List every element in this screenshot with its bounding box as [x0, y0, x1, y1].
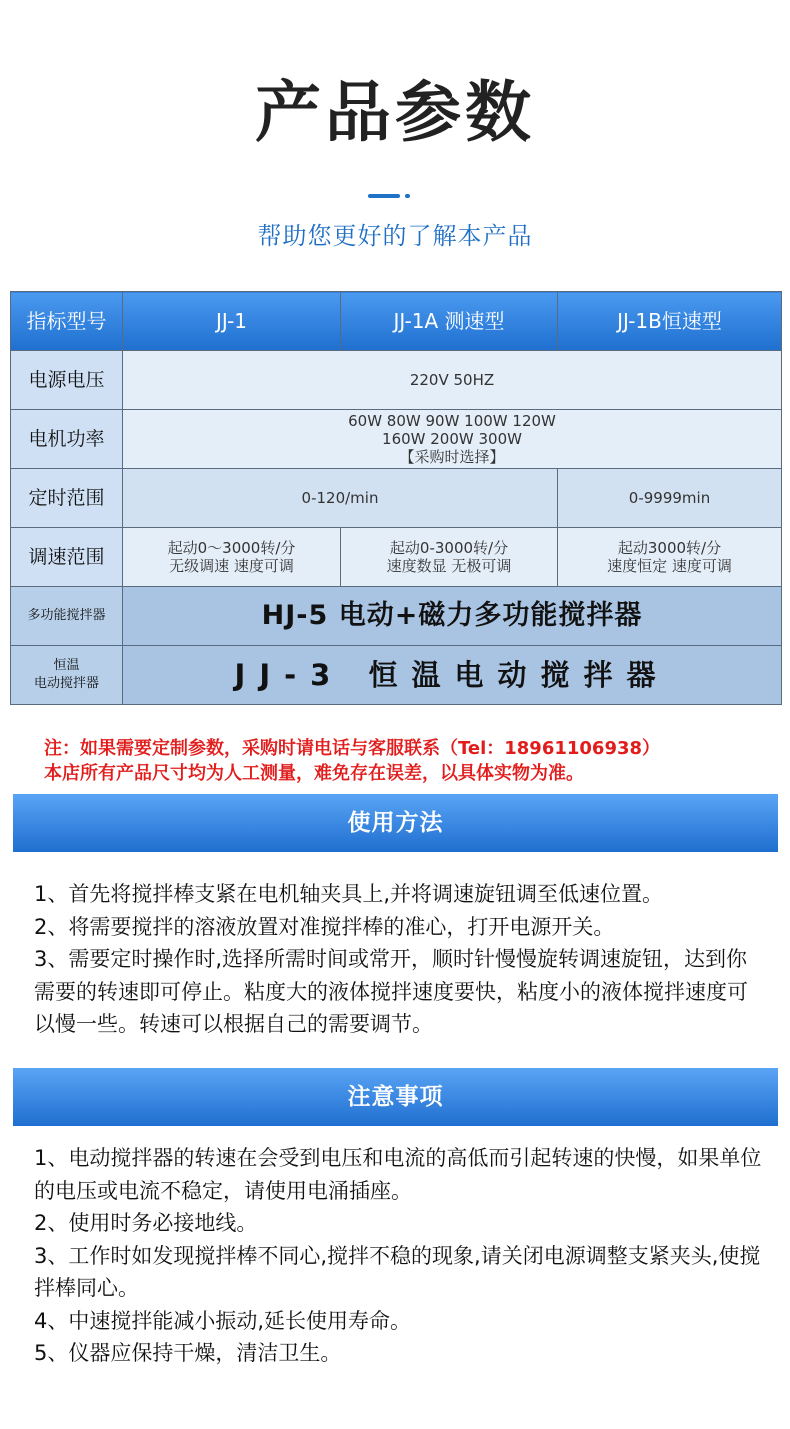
header-cell-model: 指标型号 [11, 292, 123, 351]
row-label-thermostat [11, 646, 123, 705]
header-cell-jj1a: JJ-1A 测速型 [341, 292, 558, 351]
caution-section-header: 注意事项 [13, 1068, 778, 1126]
thermostat-label-line1: 恒温 [53, 658, 80, 673]
caution-list [34, 1142, 764, 1370]
thermostat-value: JJ-3 恒温电动搅拌器 [123, 646, 782, 705]
usage-instructions [34, 878, 764, 1041]
note-line1: 注：如果需要定制参数，采购时请电话与客服联系（Tel：18961106938） [44, 738, 661, 759]
row-label-motor-power: 电机功率 [11, 410, 123, 469]
table-header-row [11, 292, 782, 351]
motor-power-line2: 160W 200W 300W [382, 430, 522, 448]
page-title: 产品参数 [255, 74, 535, 151]
header-cell-jj1b: JJ-1B恒速型 [558, 292, 782, 351]
motor-power-line3: 【采购时选择】 [399, 448, 505, 466]
row-label-multi-function: 多功能搅拌器 [11, 587, 123, 646]
motor-power-value [123, 410, 782, 469]
speed-jj1b-line1: 起动3000转/分 [617, 539, 722, 557]
divider-bar [368, 194, 400, 198]
speed-value-jj1b [558, 528, 782, 587]
usage-step-3: 3、需要定时操作时,选择所需时间或常开，顺时针慢慢旋转调速旋钮，达到你需要的转速即可停止。粘度大的液体搅拌速度要快，粘度小的液体搅拌速度可以慢一些。转速可以根据自己的需要调节。 [34, 947, 748, 1036]
usage-section-header: 使用方法 [13, 794, 778, 852]
custom-note [44, 736, 774, 786]
speed-jj1a-line1: 起动0-3000转/分 [389, 539, 509, 557]
caution-item-5: 5、仪器应保持干燥，清洁卫生。 [34, 1341, 342, 1365]
timer-value-jj1b: 0-9999min [558, 469, 782, 528]
multi-function-value: HJ-5 电动+磁力多功能搅拌器 [123, 587, 782, 646]
speed-jj1b-line2: 速度恒定 速度可调 [607, 557, 732, 575]
row-label-voltage: 电源电压 [11, 351, 123, 410]
row-label-timer: 定时范围 [11, 469, 123, 528]
speed-jj1-line1: 起动0～3000转/分 [167, 539, 296, 557]
caution-item-4: 4、中速搅拌能减小振动,延长使用寿命。 [34, 1308, 412, 1333]
timer-value-jj1: 0-120/min [123, 469, 558, 528]
speed-jj1-line2: 无级调速 速度可调 [169, 557, 294, 575]
speed-value-jj1 [123, 528, 341, 587]
page-subtitle: 帮助您更好的了解本产品 [257, 222, 533, 250]
spec-table [10, 291, 782, 705]
table-row [11, 410, 782, 469]
usage-step-1: 1、首先将搅拌棒支紧在电机轴夹具上,并将调速旋钮调至低速位置。 [34, 882, 664, 906]
speed-jj1a-line2: 速度数显 无极可调 [386, 557, 512, 575]
caution-item-1: 1、电动搅拌器的转速在会受到电压和电流的高低而引起转速的快慢，如果单位的电压或电流不稳定，请使用电涌插座。 [34, 1146, 762, 1203]
table-row [11, 587, 782, 646]
note-line2: 本店所有产品尺寸均为人工测量，难免存在误差，以具体实物为准。 [44, 763, 584, 784]
table-row [11, 351, 782, 410]
caution-item-2: 2、使用时务必接地线。 [34, 1211, 258, 1235]
divider-dot [405, 194, 410, 198]
table-row [11, 646, 782, 705]
motor-power-line1: 60W 80W 90W 100W 120W [348, 412, 556, 430]
speed-value-jj1a [341, 528, 558, 587]
table-row [11, 469, 782, 528]
usage-step-2: 2、将需要搅拌的溶液放置对准搅拌棒的准心，打开电源开关。 [34, 914, 615, 939]
table-row [11, 528, 782, 587]
header-cell-jj1: JJ-1 [123, 292, 341, 351]
voltage-value: 220V 50HZ [123, 351, 782, 410]
thermostat-label-line2: 电动搅拌器 [33, 676, 99, 691]
caution-item-3: 3、工作时如发现搅拌棒不同心,搅拌不稳的现象,请关闭电源调整支紧夹头,使搅拌棒同心。 [34, 1243, 761, 1300]
row-label-speed: 调速范围 [11, 528, 123, 587]
